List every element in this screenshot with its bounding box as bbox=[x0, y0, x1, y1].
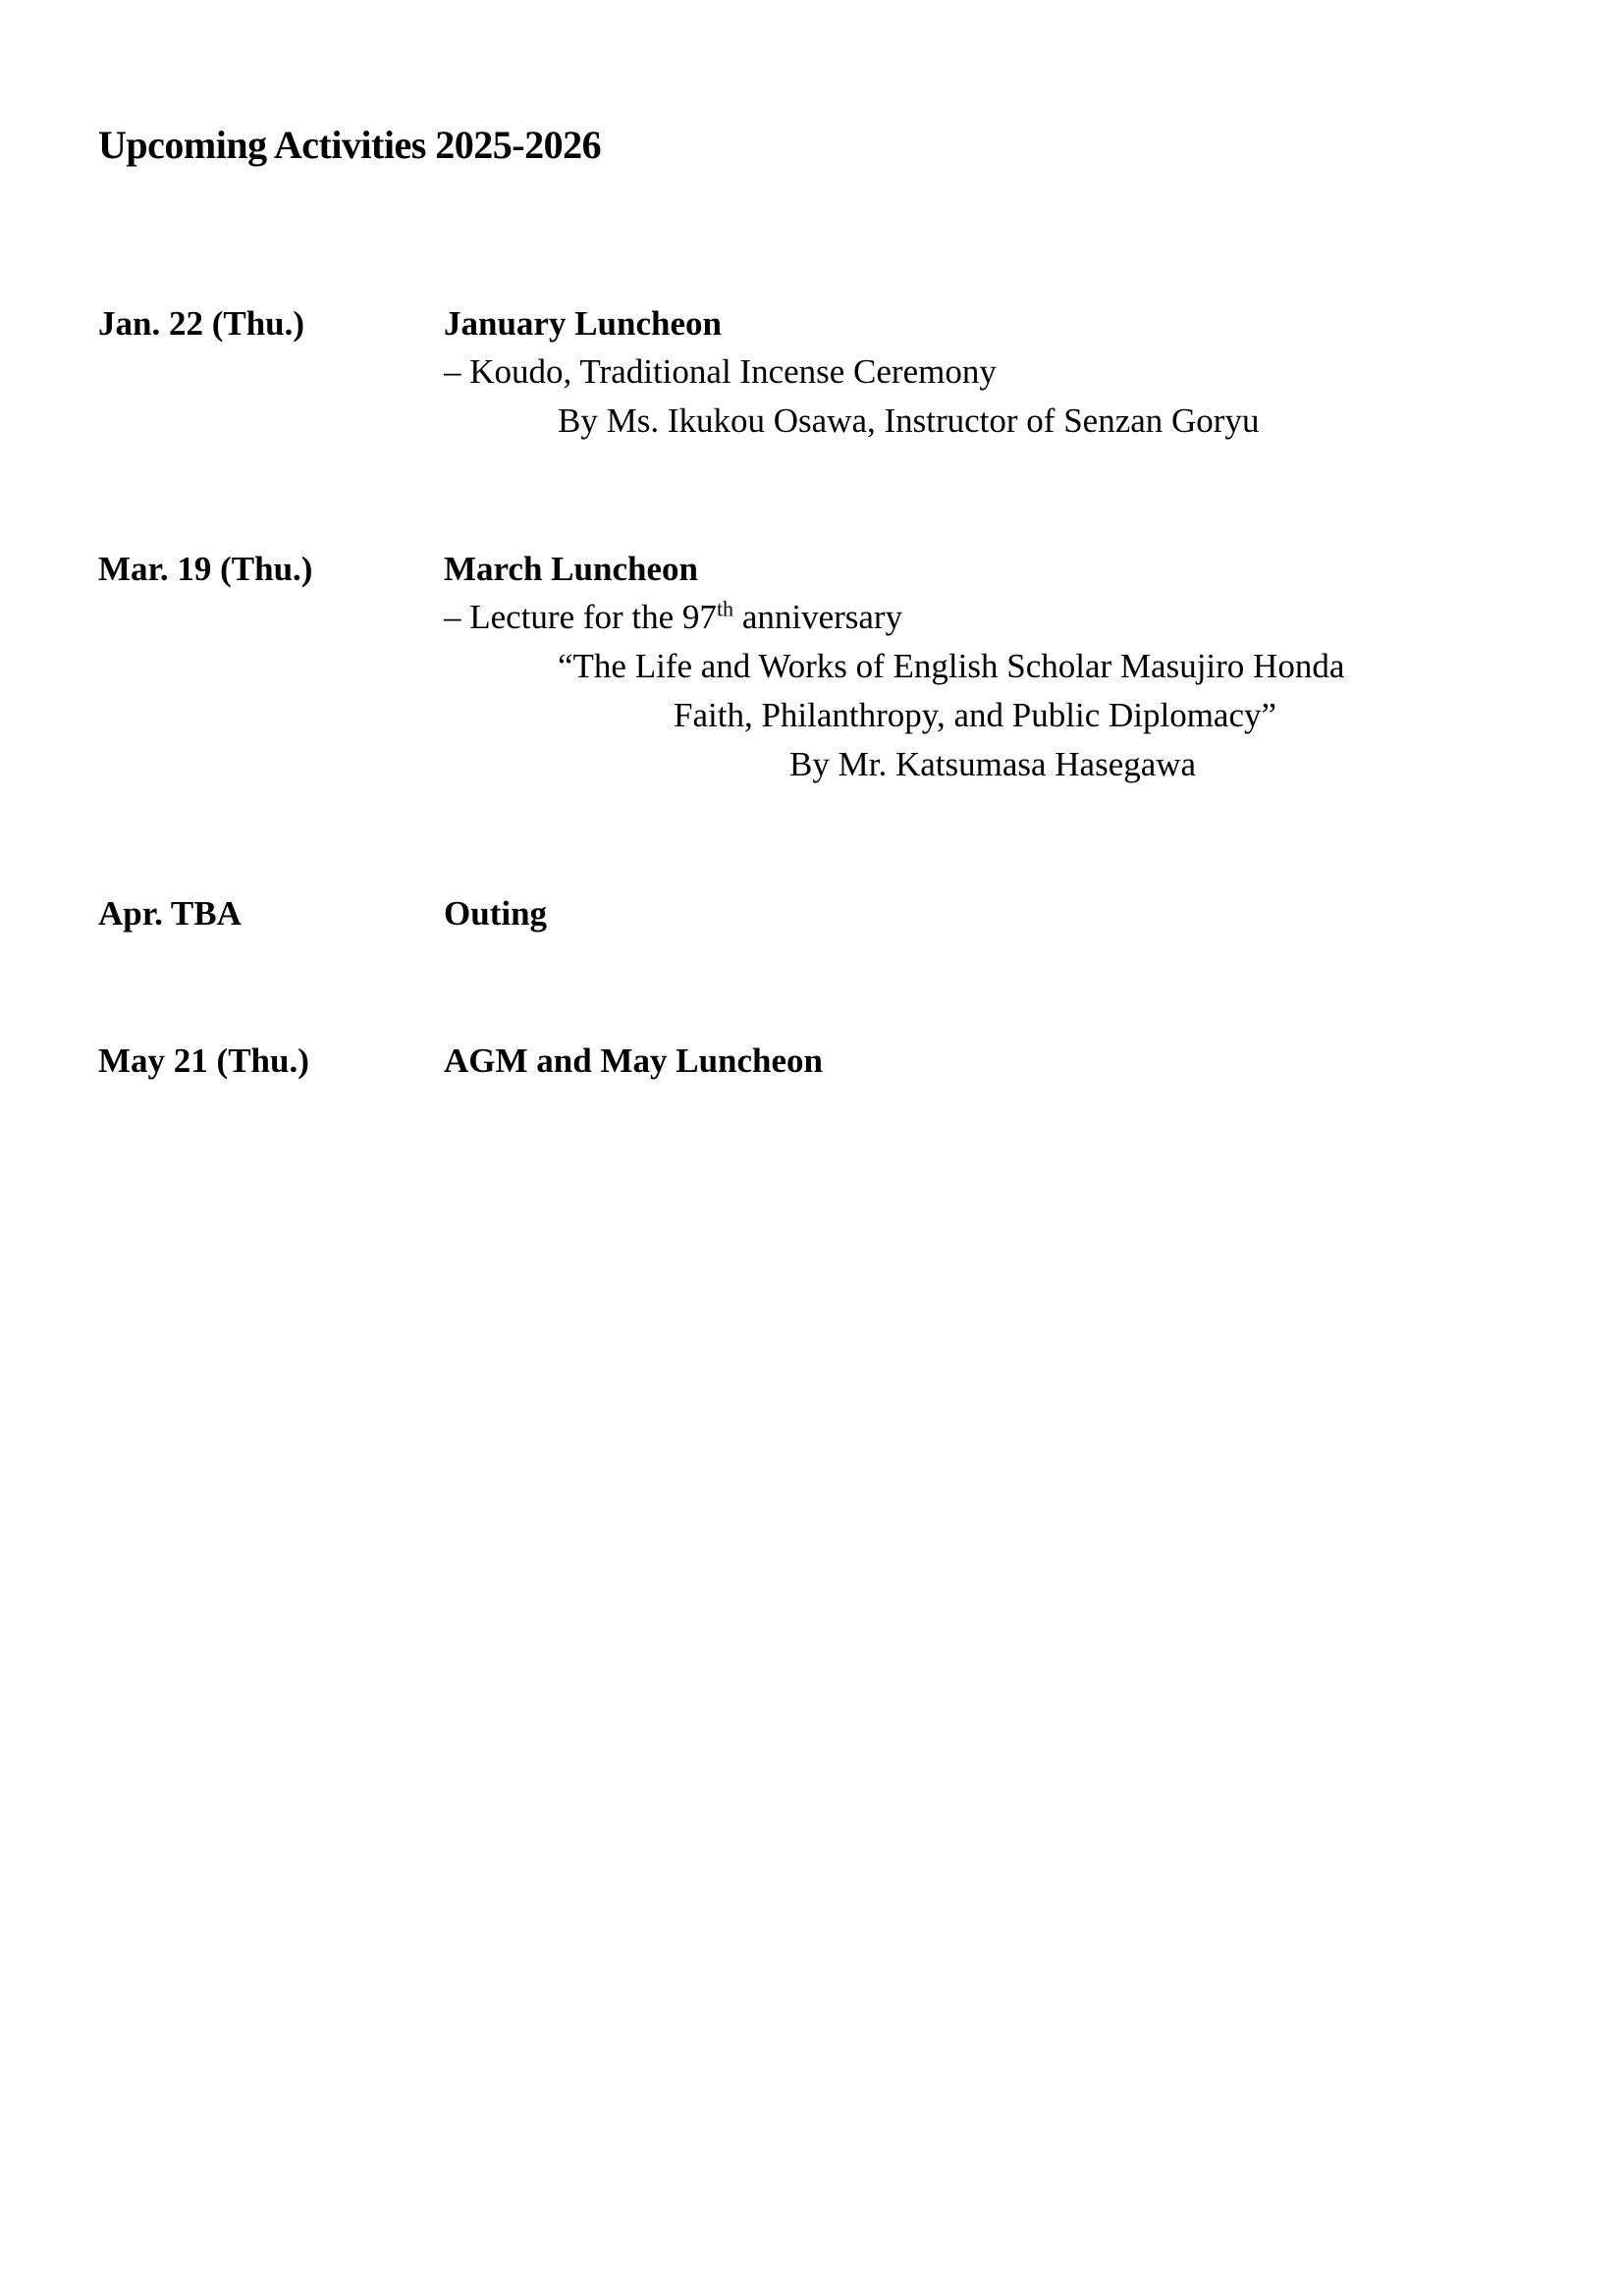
event-date: Jan. 22 (Thu.) bbox=[98, 304, 305, 343]
event-title: March Luncheon bbox=[444, 550, 698, 588]
event-subtitle: – Koudo, Traditional Incense Ceremony bbox=[444, 352, 997, 391]
event-date: Apr. TBA bbox=[98, 894, 242, 933]
lecture-title-line-1: “The Life and Works of English Scholar Masujiro Honda bbox=[558, 647, 1345, 685]
subtitle-suffix: anniversary bbox=[733, 598, 903, 636]
event-title: AGM and May Luncheon bbox=[444, 1041, 824, 1080]
ordinal-suffix: th bbox=[716, 596, 734, 621]
event-date: May 21 (Thu.) bbox=[98, 1041, 309, 1080]
event-speaker: By Mr. Katsumasa Hasegawa bbox=[789, 745, 1197, 783]
lecture-title-line-2: Faith, Philanthropy, and Public Diplomacy” bbox=[674, 696, 1277, 734]
event-title: January Luncheon bbox=[444, 304, 722, 343]
subtitle-prefix: – Lecture for the 97 bbox=[444, 598, 717, 636]
event-speaker: By Ms. Ikukou Osawa, Instructor of Senzan Goryu bbox=[558, 401, 1260, 440]
event-subtitle bbox=[444, 596, 903, 636]
event-title: Outing bbox=[444, 894, 548, 933]
page-title: Upcoming Activities 2025-2026 bbox=[98, 123, 602, 167]
event-date: Mar. 19 (Thu.) bbox=[98, 550, 313, 588]
